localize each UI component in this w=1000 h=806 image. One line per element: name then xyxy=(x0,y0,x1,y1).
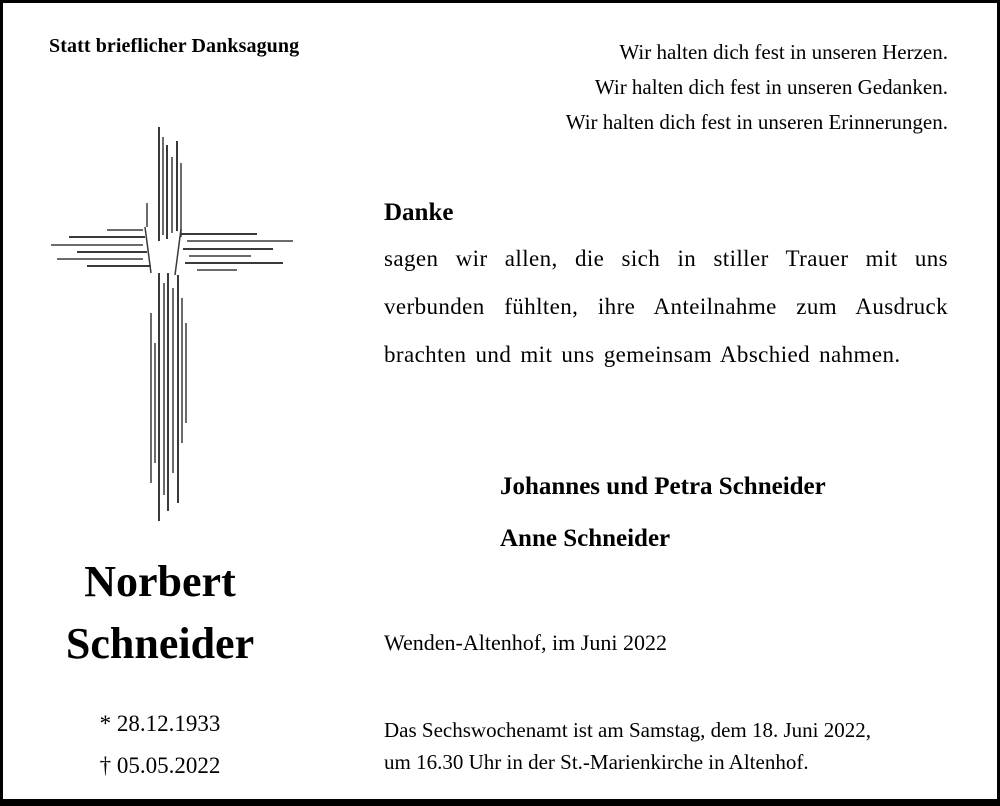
motto-line-3: Wir halten dich fest in unseren Erinnerungen. xyxy=(565,110,948,134)
deceased-last-name: Schneider xyxy=(65,619,255,668)
family-line-2: Anne Schneider xyxy=(500,525,671,552)
motto-verse xyxy=(448,35,948,140)
birth-date: * 28.12.1933 xyxy=(99,711,221,736)
header-caption: Statt brieflicher Danksagung xyxy=(49,35,300,57)
thanks-body: sagen wir allen, die sich in stiller Trauer mit uns verbunden fühlten, ihre Anteilnahme zum Ausdruck brachten und mit uns gemeinsam Abschied nahmen. xyxy=(384,246,948,367)
thanks-title: Danke xyxy=(384,199,454,226)
life-dates xyxy=(23,703,297,787)
family-line-1: Johannes und Petra Schneider xyxy=(500,473,826,500)
mass-line-1: Das Sechswochenamt ist am Samstag, dem 18. Juni 2022, xyxy=(384,718,872,742)
cross-icon xyxy=(47,123,297,528)
motto-line-2: Wir halten dich fest in unseren Gedanken. xyxy=(594,75,948,99)
memorial-mass-info xyxy=(384,714,871,778)
motto-line-1: Wir halten dich fest in unseren Herzen. xyxy=(619,40,948,64)
death-date: † 05.05.2022 xyxy=(99,753,221,778)
place-and-date: Wenden-Altenhof, im Juni 2022 xyxy=(384,630,667,655)
deceased-first-name: Norbert xyxy=(84,557,236,606)
family-signatures xyxy=(500,461,826,565)
mass-line-2: um 16.30 Uhr in der St.-Marienkirche in Altenhof. xyxy=(384,750,809,774)
deceased-name xyxy=(23,551,297,675)
